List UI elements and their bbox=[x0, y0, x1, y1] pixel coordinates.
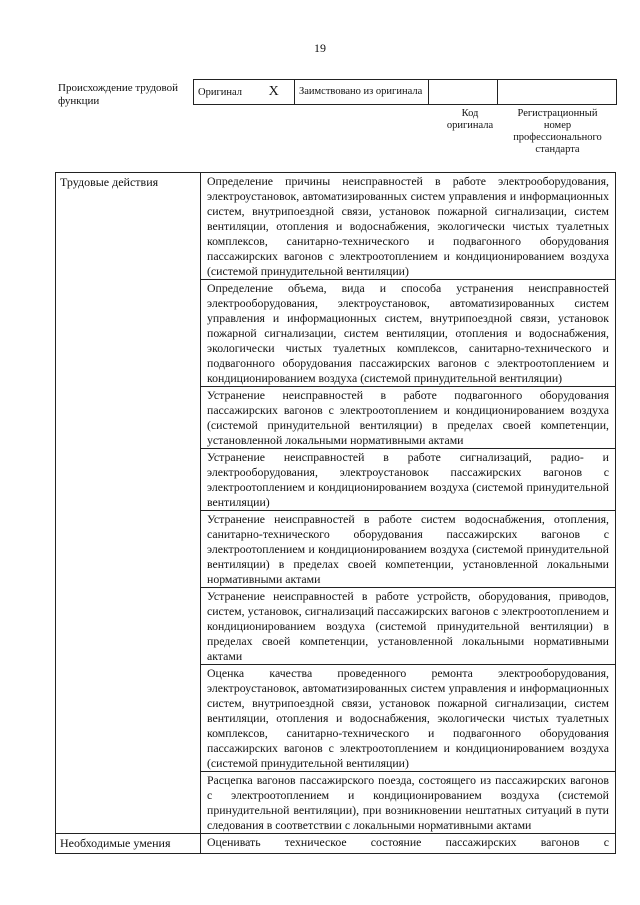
required-skill-item: Оценивать техническое состояние пассажирских вагонов с bbox=[201, 834, 616, 854]
reg-caption: Регистрационный номер профессионального стандарта bbox=[513, 108, 602, 155]
original-label: Оригинал bbox=[198, 87, 242, 98]
code-cell bbox=[429, 80, 498, 105]
labor-actions-label: Трудовые действия bbox=[56, 173, 201, 834]
labor-action-item: Расцепка вагонов пассажирского поезда, состоящего из пассажирских вагонов с электроотоплением и кондиционированием воздуха (системой принудительной вентиляции), при возникновении нештатных ситуаций в пути следования в соответствии с локальными нормативными актами bbox=[207, 773, 609, 832]
required-skills-row bbox=[56, 834, 616, 854]
original-mark: X bbox=[268, 84, 279, 99]
code-caption: Код оригинала bbox=[446, 108, 494, 131]
labor-action-item: Устранение неисправностей в работе подвагонного оборудования пассажирских вагонов с электроотоплением и кондиционированием воздуха (системой принудительной вентиляции) в пределах своей компетенции, установленной локальными нормативными актами bbox=[201, 387, 615, 449]
labor-action-item: Оценка качества проведенного ремонта электрооборудования, электроустановок, автоматизированных систем управления и информационных систем, внутрипоездной связи, установок пожарной сигнализации, систем вентиляции, отопления и водоснабжения, экологически чистых туалетных комплексов, санитарно-технического и подвагонного оборудования пассажирских вагонов с электроотоплением и кондиционированием воздуха (системой принудительной вентиляции) bbox=[201, 665, 615, 772]
labor-function-table bbox=[55, 172, 616, 854]
origin-label: Происхождение трудовой функции bbox=[58, 82, 179, 107]
original-cell bbox=[194, 80, 295, 105]
reg-number-cell bbox=[498, 80, 617, 105]
labor-action-item: Устранение неисправностей в работе систем водоснабжения, отопления, санитарно-технического оборудования пассажирских вагонов с электроотоплением и кондиционированием воздуха (системой принудительной вентиляции) в пределах своей компетенции, установленной локальными нормативными актами bbox=[201, 511, 615, 588]
labor-action-item: Устранение неисправностей в работе сигнализаций, радио- и электрооборудования, электроустановок пассажирских вагонов с электроотоплением и кондиционированием воздуха (системой принудительной вентиляции) bbox=[201, 449, 615, 511]
borrowed-cell: Заимствовано из оригинала bbox=[295, 80, 429, 105]
labor-action-item: Устранение неисправностей в работе устройств, оборудования, приводов, систем, установок, сигнализаций пассажирских вагонов с электроотоплением и кондиционированием воздуха (системой принудительной вентиляции) в пределах своей компетенции, установленной локальными нормативными актами bbox=[201, 588, 615, 665]
labor-action-item: Определение объема, вида и способа устранения неисправностей электрооборудования, электроустановок, автоматизированных систем управления и информационных систем, внутрипоездной связи, установок пожарной сигнализации, систем вентиляции, отопления и водоснабжения, экологически чистых туалетных комплексов, санитарно-технического и подвагонного оборудования пассажирских вагонов с электроотоплением и кондиционированием воздуха (системой принудительной вентиляции) bbox=[201, 280, 615, 387]
origin-table bbox=[193, 79, 617, 105]
page-number: 19 bbox=[314, 41, 326, 55]
labor-actions-row bbox=[56, 173, 616, 834]
required-skills-label: Необходимые умения bbox=[56, 834, 201, 854]
labor-action-item: Определение причины неисправностей в работе электрооборудования, электроустановок, автоматизированных систем управления и информационных систем, внутрипоездной связи, установок пожарной сигнализации, систем вентиляции, отопления и водоснабжения, экологически чистых туалетных комплексов, санитарно-технического и подвагонного оборудования пассажирских вагонов с электроотоплением и кондиционированием воздуха (системой принудительной вентиляции) bbox=[201, 173, 615, 280]
labor-actions-list bbox=[201, 173, 616, 834]
